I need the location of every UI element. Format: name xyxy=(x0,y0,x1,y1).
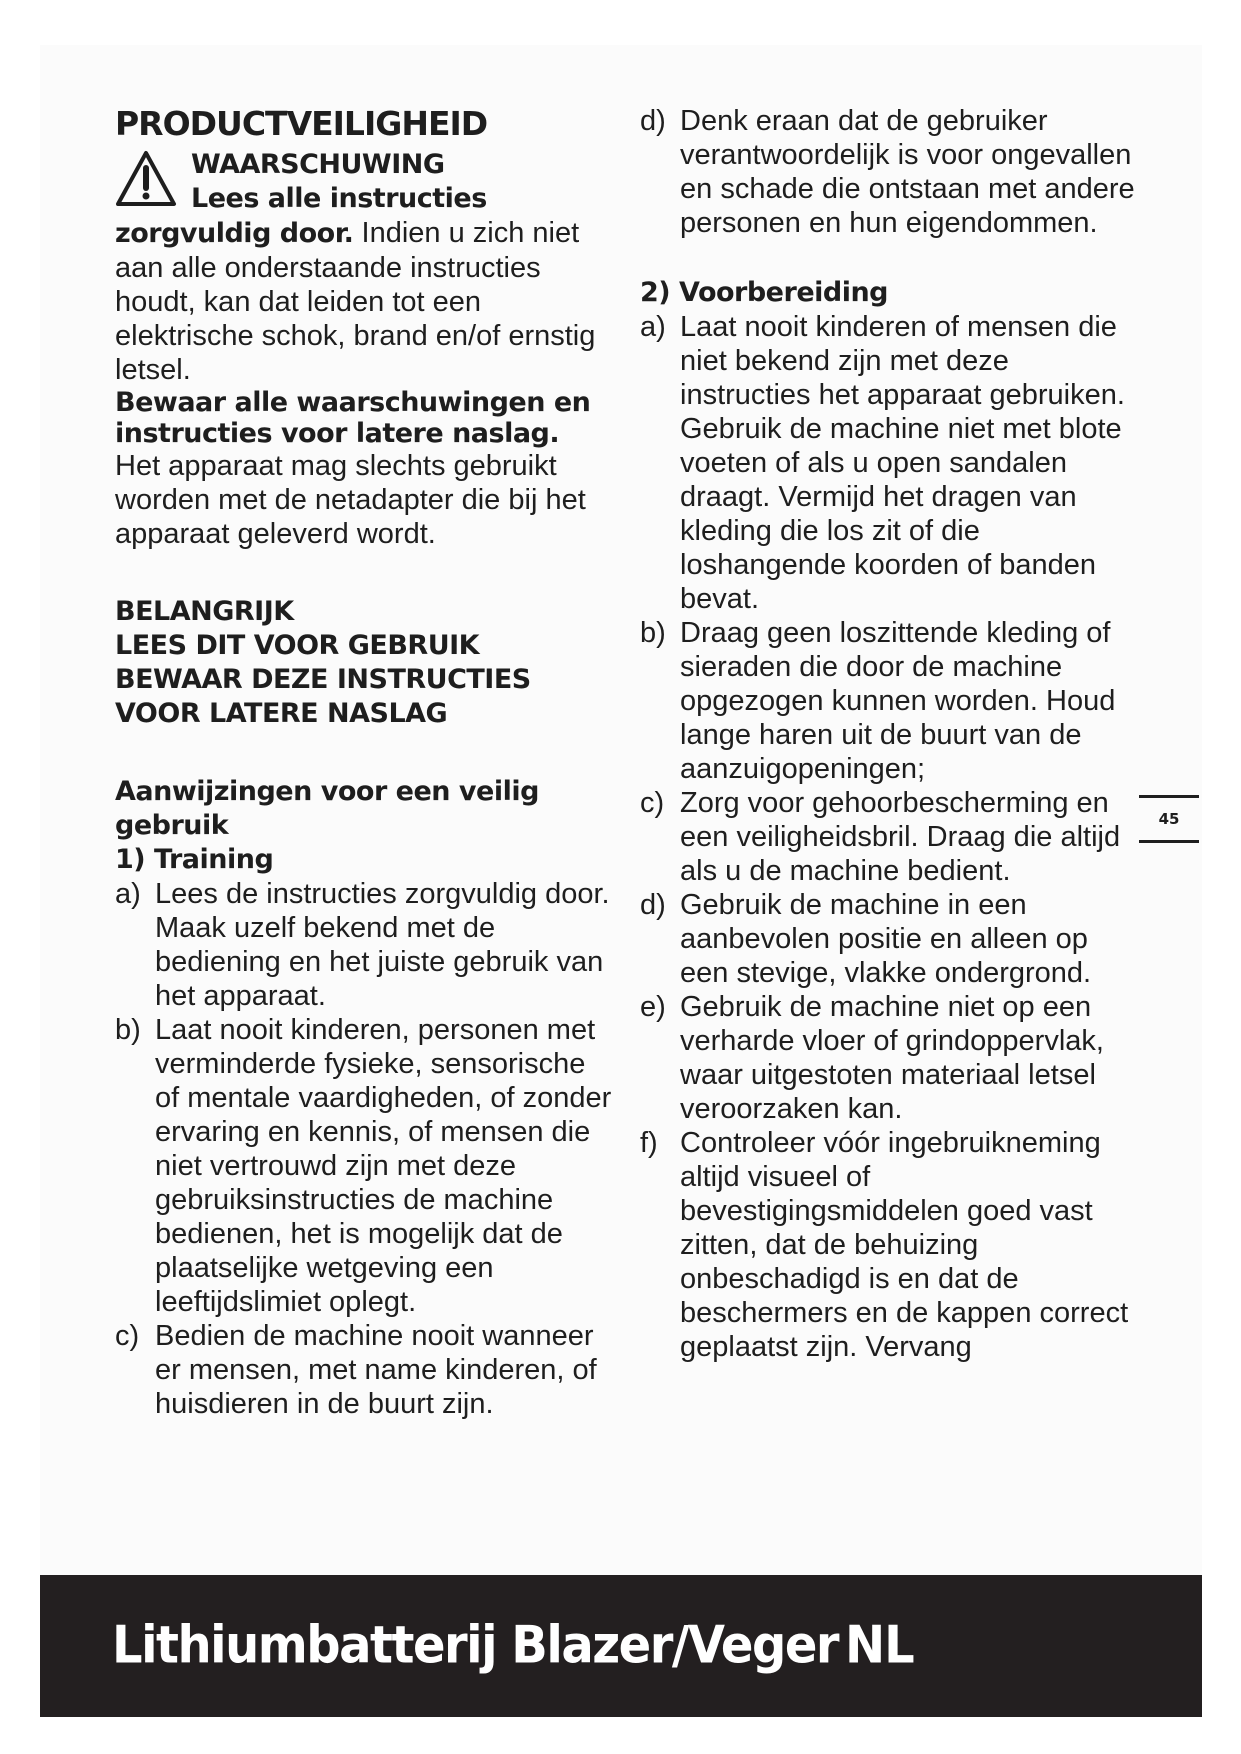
important-line: BELANGRIJK xyxy=(115,596,294,627)
important-line: VOOR LATERE NASLAG xyxy=(115,698,448,729)
warning-paragraph xyxy=(115,216,615,387)
spacer xyxy=(115,551,615,585)
list-item xyxy=(640,990,1140,1126)
safe-use-heading: Aanwijzingen voor een veilig gebruik xyxy=(115,776,539,841)
adapter-text: Het apparaat mag slechts gebruikt worden met de netadapter die bij het apparaat geleverd wordt. xyxy=(115,450,586,550)
warning-triangle-icon xyxy=(115,150,177,208)
list-marker: b) xyxy=(115,1014,141,1046)
right-column xyxy=(640,104,1140,1364)
list-text: Laat nooit kinderen of mensen die niet bekend zijn met deze instructies het apparaat gebruiken. Gebruik de machine niet met blote voeten of als u open sandalen draagt. Vermijd het dragen van kleding die los zit of die loshangende koorden of banden bevat. xyxy=(680,311,1125,615)
list-marker: a) xyxy=(115,878,141,910)
list-item xyxy=(115,1319,615,1421)
list-marker: d) xyxy=(640,105,666,137)
list-marker: d) xyxy=(640,889,666,921)
list-text: Draag geen loszittende kleding of sieraden die door de machine opgezogen kunnen worden. Houd lange haren uit de buurt van de aanzuigopeningen; xyxy=(680,617,1116,785)
list-text: Lees de instructies zorgvuldig door. Maak uzelf bekend met de bediening en het juiste gebruik van het apparaat. xyxy=(155,878,610,1012)
training-heading: 1) Training xyxy=(115,844,274,875)
footer-language: NL xyxy=(845,1614,914,1676)
list-marker: c) xyxy=(115,1320,140,1352)
left-column xyxy=(115,104,615,1421)
list-item xyxy=(115,877,615,1013)
important-line: BEWAAR DEZE INSTRUCTIES xyxy=(115,664,531,695)
list-text: Bedien de machine nooit wanneer er mensen, met name kinderen, of huisdieren in de buurt zijn. xyxy=(155,1320,597,1420)
section-heading: PRODUCTVEILIGHEID xyxy=(115,104,488,143)
keep-instructions: Bewaar alle waarschuwingen en instructies voor latere naslag. xyxy=(115,387,591,449)
list-marker: f) xyxy=(640,1127,658,1159)
warning-text-2: zich niet aan alle onderstaande instructies houdt, kan dat leiden tot een elektrische schok, brand en/of ernstig letsel. xyxy=(115,217,596,386)
list-marker: a) xyxy=(640,311,666,343)
list-item xyxy=(640,616,1140,786)
spacer xyxy=(115,731,615,765)
footer-bar xyxy=(40,1575,1202,1717)
spacer xyxy=(640,240,1140,274)
list-item xyxy=(640,104,1140,240)
list-marker: e) xyxy=(640,991,666,1023)
warning-bold-2: zorgvuldig door. xyxy=(115,218,354,249)
list-text: Denk eraan dat de gebruiker verantwoordelijk is voor ongevallen en schade die ontstaan met andere personen en hun eigendommen. xyxy=(680,105,1135,239)
list-item xyxy=(640,1126,1140,1364)
warning-title: WAARSCHUWING xyxy=(191,149,445,180)
important-block xyxy=(115,595,615,731)
list-text: Laat nooit kinderen, personen met verminderde fysieke, sensorische of mentale vaardigheden, of zonder ervaring en kennis, of mensen die niet vertrouwd zijn met deze gebruiksinstructies de machine bedienen, het is mogelijk dat de plaatselijke wetgeving een leeftijdslimiet oplegt. xyxy=(155,1014,612,1318)
list-item xyxy=(115,1013,615,1319)
page-number-tab xyxy=(1139,795,1199,843)
important-line: LEES DIT VOOR GEBRUIK xyxy=(115,630,480,661)
list-marker: c) xyxy=(640,787,665,819)
list-text: Controleer vóór ingebruikneming altijd visueel of bevestigingsmiddelen goed vast zitten, dat de behuizing onbeschadigd is en dat de beschermers en de kappen correct geplaatst zijn. Vervang xyxy=(680,1127,1129,1363)
list-item xyxy=(640,786,1140,888)
footer-title: Lithiumbatterij Blazer/Veger xyxy=(112,1614,839,1676)
list-text: Gebruik de machine in een aanbevolen positie en alleen op een stevige, vlakke ondergrond. xyxy=(680,889,1092,989)
list-item xyxy=(640,310,1140,616)
page-number: 45 xyxy=(1158,810,1180,828)
warning-text-1: Indien u xyxy=(353,217,465,249)
list-text: Zorg voor gehoorbescherming en een veiligheidsbril. Draag die altijd als u de machine bedient. xyxy=(680,787,1121,887)
list-marker: b) xyxy=(640,617,666,649)
warning-bold-1: Lees alle instructies xyxy=(191,183,487,214)
preparation-heading: 2) Voorbereiding xyxy=(640,277,889,308)
warning-block xyxy=(115,148,615,216)
list-text: Gebruik de machine niet op een verharde vloer of grindoppervlak, waar uitgestoten materiaal letsel veroorzaken kan. xyxy=(680,991,1104,1125)
list-item xyxy=(640,888,1140,990)
